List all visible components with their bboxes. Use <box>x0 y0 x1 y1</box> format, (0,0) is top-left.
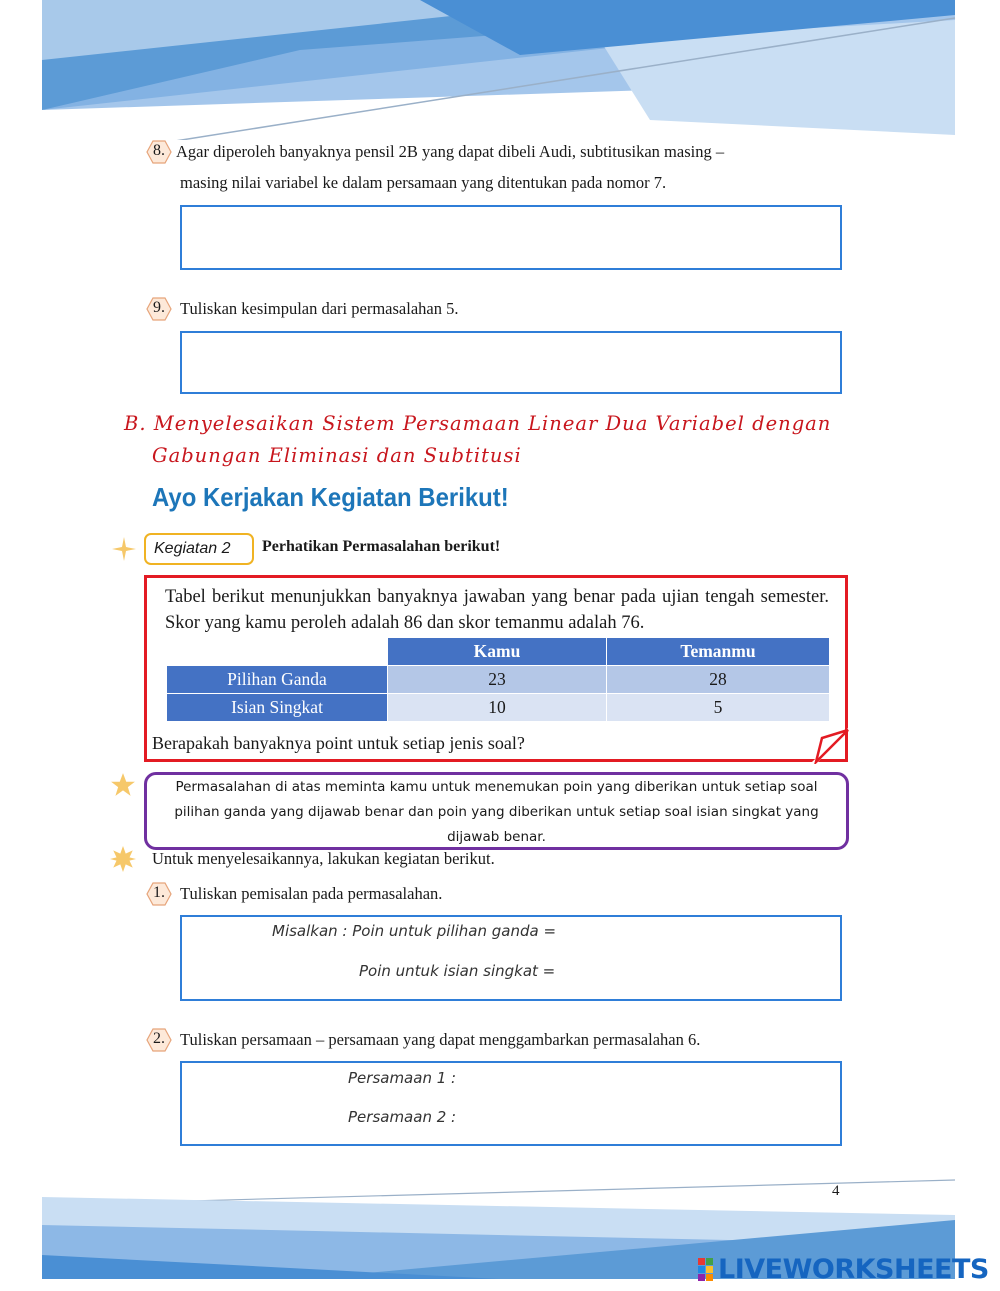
page-curl-icon <box>812 728 850 764</box>
question-8-line2: masing nilai variabel ke dalam persamaan yang ditentukan pada nomor 7. <box>180 173 667 192</box>
step-2-number: 2. <box>153 1030 165 1047</box>
activity-heading: Ayo Kerjakan Kegiatan Berikut! <box>152 482 509 512</box>
table-header-temanmu: Temanmu <box>607 638 830 666</box>
problem-intro: Tabel berikut menunjukkan banyaknya jawaban yang benar pada ujian tengah semester. Skor yang kamu peroleh adalah 86 dan skor temanmu adalah 76. <box>165 587 829 633</box>
step-2-answer-line1: Persamaan 1 : <box>348 1069 457 1087</box>
question-9-number: 9. <box>153 299 165 316</box>
question-8-answer-box[interactable] <box>180 205 842 270</box>
question-9-answer-box[interactable] <box>180 331 842 394</box>
question-8-line1: Agar diperoleh banyaknya pensil 2B yang dapat dibeli Audi, subtitusikan masing – <box>176 142 725 161</box>
liveworksheets-brand[interactable]: LIVEWORKSHEETS <box>718 1254 989 1285</box>
step-1-text: Tuliskan pemisalan pada permasalahan. <box>180 884 443 903</box>
question-9-number-badge <box>146 297 172 321</box>
section-b-title-line2: Gabungan Eliminasi dan Subtitusi <box>152 444 522 467</box>
score-table <box>166 637 830 722</box>
table-row <box>167 666 830 694</box>
question-9-text: Tuliskan kesimpulan dari permasalahan 5. <box>180 299 459 318</box>
table-cell: 10 <box>388 694 607 722</box>
sparkle-icon <box>112 537 136 561</box>
header-decoration <box>0 0 1000 140</box>
step-1-number: 1. <box>153 884 165 901</box>
hint-text: Permasalahan di atas meminta kamu untuk menemukan poin yang diberikan untuk setiap soal pilihan ganda yang dijawab benar dan poin yang diberikan untuk setiap soal isian singkat yang dijawab benar. <box>174 779 819 845</box>
question-8-number: 8. <box>153 142 165 159</box>
table-header-row <box>167 638 830 666</box>
starburst-icon <box>110 846 136 872</box>
step-2-answer-box[interactable] <box>180 1061 842 1146</box>
step-1-number-badge <box>146 882 172 906</box>
table-corner-cell <box>167 638 388 666</box>
step-1-answer-line1: Misalkan : Poin untuk pilihan ganda = <box>272 922 557 940</box>
table-cell: 5 <box>607 694 830 722</box>
row-label-isian-singkat: Isian Singkat <box>167 694 388 722</box>
row-label-pilihan-ganda: Pilihan Ganda <box>167 666 388 694</box>
problem-question: Berapakah banyaknya point untuk setiap jenis soal? <box>152 733 525 753</box>
instruction-text: Untuk menyelesaikannya, lakukan kegiatan berikut. <box>152 849 495 868</box>
table-header-kamu: Kamu <box>388 638 607 666</box>
step-2-number-badge <box>146 1028 172 1052</box>
step-1-answer-line2: Poin untuk isian singkat = <box>359 962 556 980</box>
kegiatan-title: Perhatikan Permasalahan berikut! <box>262 538 501 555</box>
kegiatan-badge: Kegiatan 2 <box>144 533 254 565</box>
step-2-answer-line2: Persamaan 2 : <box>348 1108 457 1126</box>
table-cell: 23 <box>388 666 607 694</box>
question-8-number-badge <box>146 140 172 164</box>
page-number: 4 <box>832 1183 840 1199</box>
step-2-text: Tuliskan persamaan – persamaan yang dapat menggambarkan permasalahan 6. <box>180 1030 701 1049</box>
star-icon <box>110 772 136 798</box>
table-cell: 28 <box>607 666 830 694</box>
table-row <box>167 694 830 722</box>
section-b-title-line1: B. Menyelesaikan Sistem Persamaan Linear Dua Variabel dengan <box>124 412 832 435</box>
